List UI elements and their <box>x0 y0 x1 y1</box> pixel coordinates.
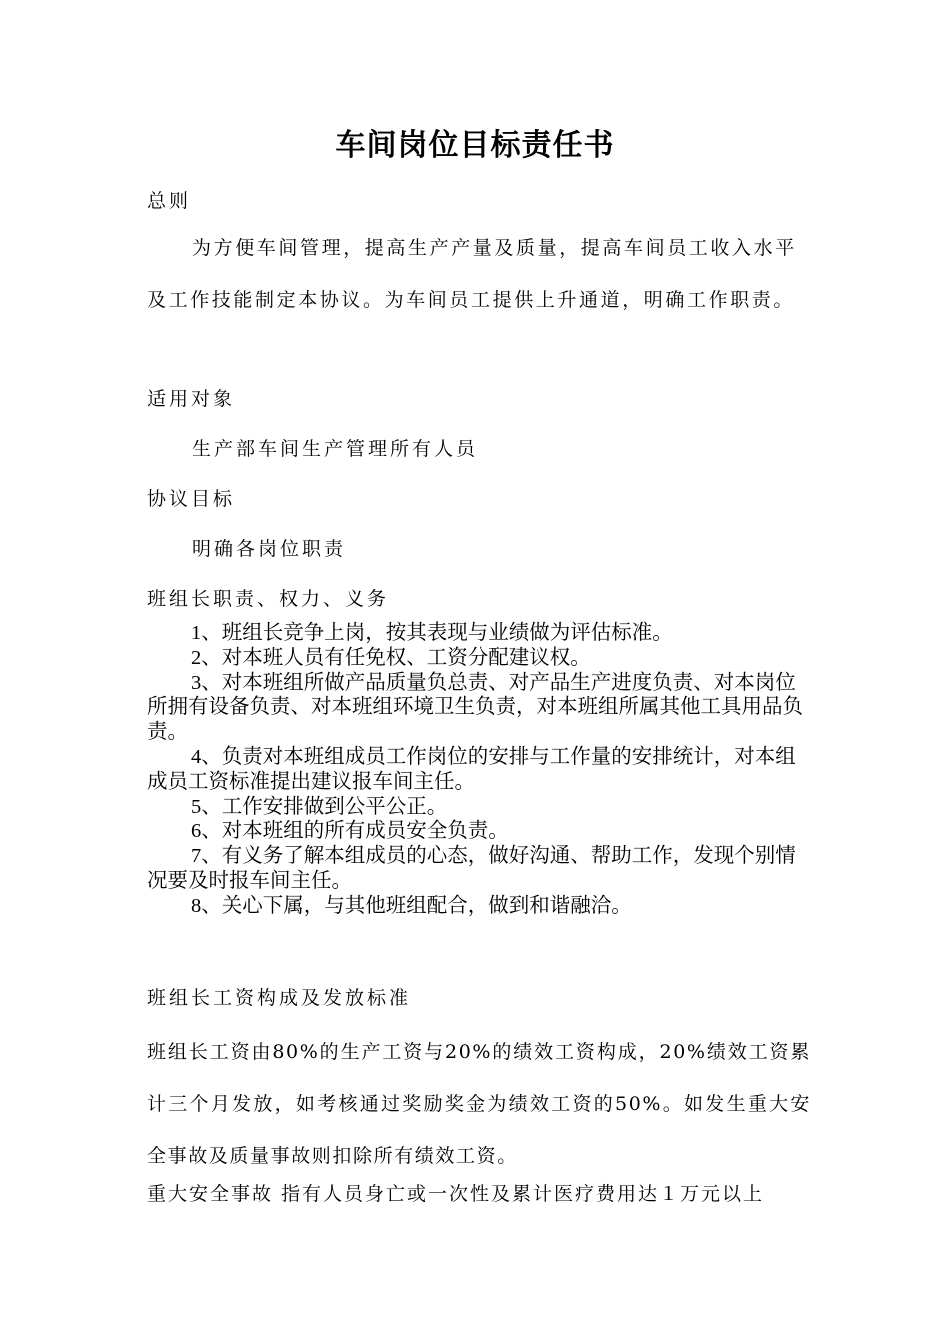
goal-text: 明确各岗位职责 <box>192 538 347 560</box>
section-heading-salary: 班组长工资构成及发放标准 <box>147 987 412 1009</box>
accident-definition: 重大安全事故 指有人员身亡或一次性及累计医疗费用达１万元以上 <box>147 1183 765 1205</box>
salary-paragraph: 班组长工资由80%的生产工资与20%的绩效工资构成，20%绩效工资累计三个月发放，如考核通过奖励奖金为绩效工资的50%。如发生重大安全事故及质量事故则扣除所有绩效工资。 <box>147 1041 811 1167</box>
section-heading-scope: 适用对象 <box>147 388 236 410</box>
duty-item: 6、对本班组的所有成员安全负责。 <box>191 820 509 843</box>
duty-item: 1、班组长竞争上岗，按其表现与业绩做为评估标准。 <box>191 622 673 644</box>
duty-item: 2、对本班人员有任免权、工资分配建议权。 <box>191 646 591 669</box>
leader-duties-list <box>147 621 809 919</box>
scope-text: 生产部车间生产管理所有人员 <box>192 438 479 460</box>
duty-item: 3、对本班组所做产品质量负总责、对产品生产进度负责、对本岗位所拥有设备负责、对本班组环境卫生负责，对本班组所属其他工具用品负责。 <box>147 671 803 744</box>
general-paragraph: 为方便车间管理，提高生产产量及质量，提高车间员工收入水平及工作技能制定本协议。为车间员工提供上升通道，明确工作职责。 <box>147 237 797 311</box>
document-title: 车间岗位目标责任书 <box>335 128 615 163</box>
duty-item: 7、有义务了解本组成员的心态，做好沟通、帮助工作，发现个别情况要及时报车间主任。 <box>147 845 796 892</box>
section-heading-general: 总则 <box>147 190 192 212</box>
section-heading-leader-duties: 班组长职责、权力、义务 <box>147 588 390 610</box>
section-heading-goal: 协议目标 <box>147 488 236 510</box>
duty-item: 5、工作安排做到公平公正。 <box>191 795 448 818</box>
duty-item: 4、负责对本班组成员工作岗位的安排与工作量的安排统计，对本组成员工资标准提出建议报车间主任。 <box>147 745 796 793</box>
duty-item: 8、关心下属，与其他班组配合，做到和谐融洽。 <box>191 894 632 917</box>
